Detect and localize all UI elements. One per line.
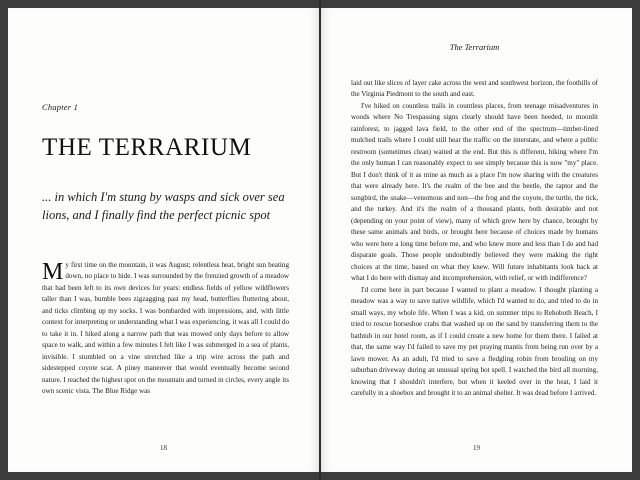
body-paragraph: I've hiked on countless trails in countless places, from teenage misadventures in woods where No Trespassing signs clearly should have been heeded, to moonlit rainforest, to jagged lava field, to the other end of the spectrum—timber-lined mulched trails where I could still hear the traffic on the interstate, and where a public restroom (sometimes clean) waited at the end. But this is different, hiking where I'm the only human I can reasonably expect to see simply because this is now "my" place. But I don't think of it as mine as much as a place I'm now sharing with the creatures that were already here. It's the realm of the bee and the beetle, the raptor and the songbird, the snake—venomous and non—the frog and the coyote, the turtle, the tick, and the turkey. And it's the realm of a thousand plants, both desirable and not (depending on your point of view), many of which grew here by chance, brought by these same animals and birds, or brought here because of choices made by humans who were here a long time before me, and who knew more and less than I do and had disparate goals. Those people undoubtedly believed they were making the right choices at the time, based on what they knew. Will future inhabitants look back at what I do here with dismay and incomprehension, with relief, or with indifference? bbox=[351, 101, 598, 283]
body-paragraph: laid out like slices of layer cake across the west and southwest horizon, the foothills of the Virginia Piedmont to the south and east. bbox=[351, 79, 598, 99]
page-number-left: 18 bbox=[160, 444, 167, 452]
running-head: The Terrarium bbox=[449, 42, 500, 52]
chapter-subtitle: ... in which I'm stung by wasps and sick over sea lions, and I finally find the perfect picnic spot bbox=[42, 189, 285, 222]
body-paragraph: I'd come here in part because I wanted to plant a meadow. I thought planting a meadow was a way to save native wildlife, which I'd wanted to do, and tried to do in small ways, my whole life. When I was a kid, on summer trips to Rehoboth Beach, I tried to rescue horseshoe crabs that washed up on the sand by transferring them to the bathtub in our hotel room, as if I could create a new home for them there. I failed at that, the same way I'd failed to save my pet praying mantis from being run over by a lawn mower. As an adult, I'd tried to save a fledgling robin from brouling on my suburban driveway during an unusual spring hot spell. I watched the bird all morning, knowing that I shouldn't interfere, but when it keeled over in the heat, I laid it carefully in a shoebox and brought it to an animal shelter. It was dead before I arrived. bbox=[351, 285, 598, 398]
right-page bbox=[321, 8, 632, 472]
chapter-title: THE TERRARIUM bbox=[42, 134, 252, 161]
body-paragraph bbox=[42, 260, 289, 398]
left-page bbox=[8, 8, 319, 472]
drop-cap: M bbox=[42, 258, 64, 285]
chapter-label: Chapter 1 bbox=[42, 102, 79, 112]
body-paragraph-text: y first time on the mountain, it was August; relentless heat, bright sun beating down, no place to hide. I was surrounded by the frenzied growth of a meadow that had been left to its own devices for years: endless fields of yellow wildflowers taller than I was, bumble bees zigzagging past my head, butterflies fluttering about, and ticks climbing up my socks. I was bombarded with impressions, and, with little context for interpreting or understanding what I was experiencing, it was all I could do to take it in. I hiked along a narrow path that was mowed only days before to allow space to walk, and within a few minutes I felt like I was submerged in a sea of plants, invisible. I stumbled on a vine stretched like a trip wire across the path and sidestepped coyote scat. A piney maneuver that would eventually become second nature. I reached the highest spot on the mountain and turned in circles, every angle its own scenic vista. The Blue Ridge was bbox=[42, 260, 289, 396]
page-number-right: 19 bbox=[473, 444, 480, 452]
